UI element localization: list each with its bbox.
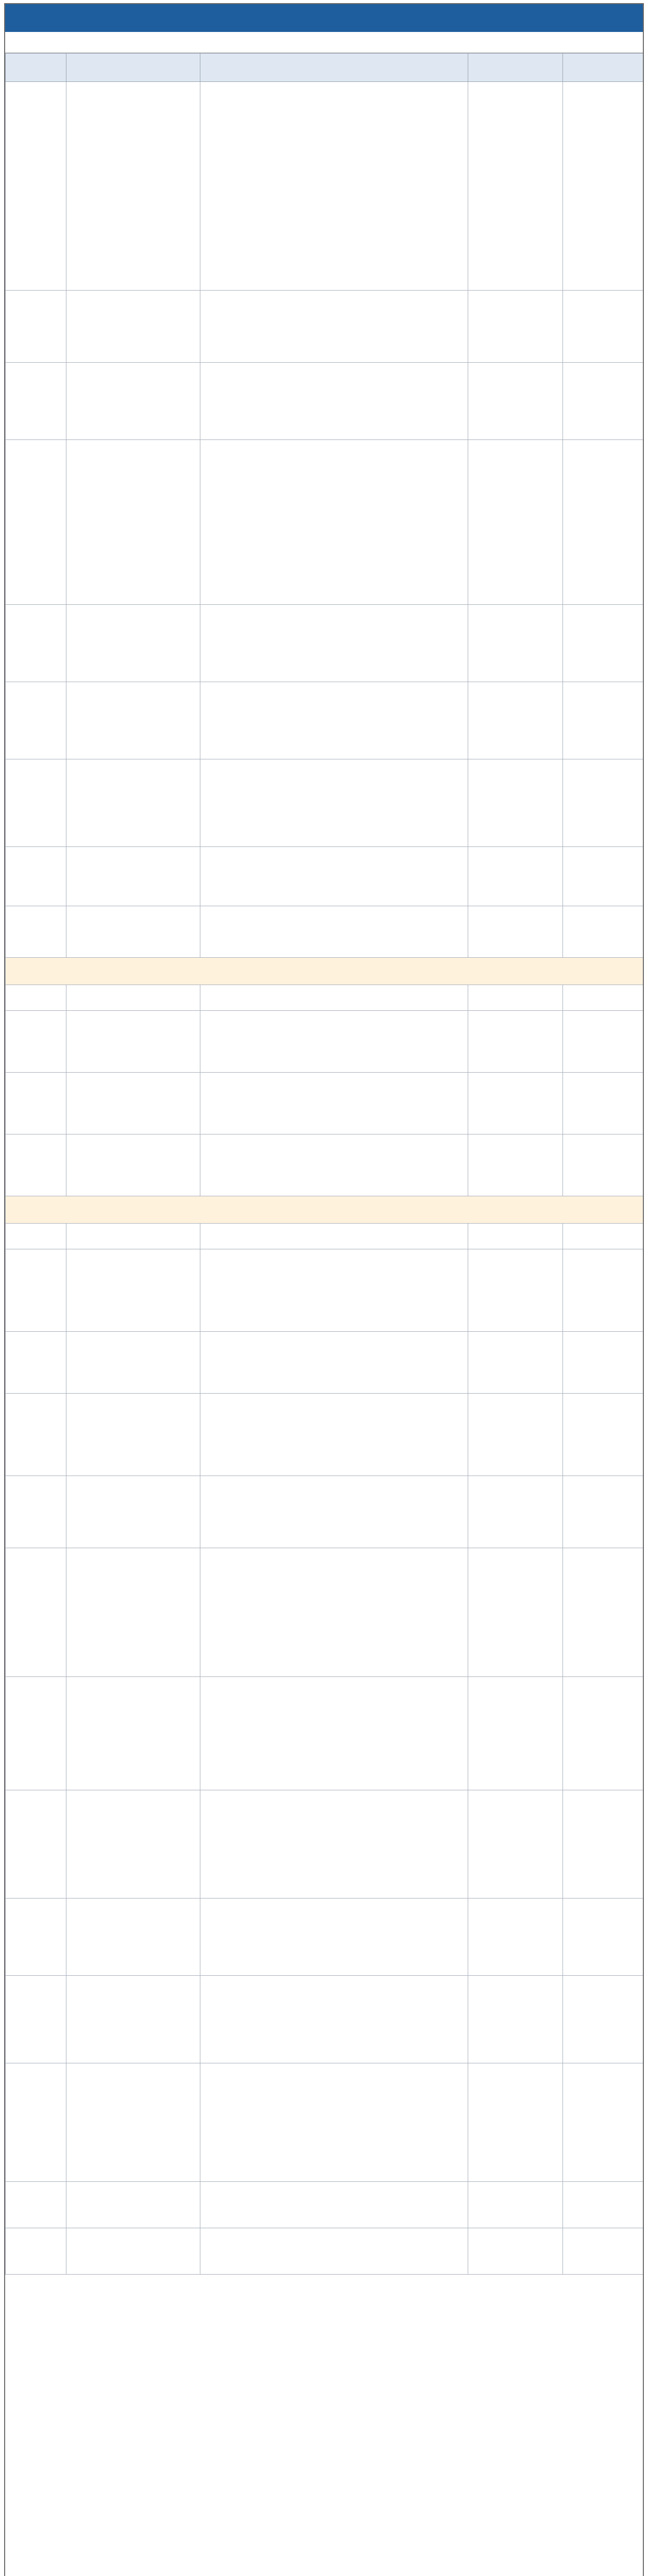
table-cell-region	[6, 799, 66, 807]
table-cell-region	[6, 1840, 66, 1849]
table-cell-policy-name	[66, 872, 200, 880]
table-cell-publish-time	[563, 639, 644, 648]
table-cell-department	[468, 518, 562, 527]
table-cell-policy-points	[200, 1508, 468, 1516]
table-cell-region	[6, 2015, 66, 2024]
table-header-department	[468, 54, 563, 82]
table-cell-department	[468, 1038, 562, 1046]
table-cell-policy-name	[66, 1730, 200, 1738]
table-cell-policy-name	[66, 2119, 200, 2127]
table-cell-publish-time	[563, 928, 644, 936]
table-row	[6, 1073, 644, 1134]
table-cell-policy-points	[200, 799, 468, 807]
table-cell-publish-time	[563, 1608, 644, 1617]
table-cell-publish-time	[563, 518, 644, 527]
table-cell-region	[6, 182, 66, 190]
table-cell-department	[468, 1099, 562, 1108]
table-cell-region	[6, 1099, 66, 1108]
table-row	[6, 291, 644, 363]
table-cell-policy-name	[66, 639, 200, 648]
table-cell-region	[6, 1431, 66, 1439]
table-cell-department	[468, 1359, 562, 1367]
table-cell-department	[468, 1730, 562, 1738]
table-cell-publish-time	[563, 717, 644, 725]
table-cell-policy-points	[200, 928, 468, 936]
table-cell-region	[6, 1359, 66, 1367]
table-cell-publish-time	[563, 2015, 644, 2024]
table-cell-policy-name	[66, 323, 200, 331]
table-cell-region	[6, 2247, 66, 2256]
table-cell-region	[6, 2201, 66, 2209]
table-row	[6, 1332, 644, 1394]
table-cell-policy-name	[66, 994, 200, 1002]
table-cell-policy-points	[200, 1359, 468, 1367]
table-cell-department	[468, 1508, 562, 1516]
table-cell-region	[6, 1286, 66, 1295]
table-cell-policy-points	[200, 1161, 468, 1170]
table-header-region	[6, 54, 66, 82]
table-cell-policy-points	[200, 1286, 468, 1295]
table-cell-department	[468, 2015, 562, 2024]
table-cell-policy-name	[66, 1099, 200, 1108]
table-cell-publish-time	[563, 872, 644, 880]
table-cell-department	[468, 1933, 562, 1941]
table-cell-policy-points	[200, 2119, 468, 2127]
table-cell-policy-name	[66, 1286, 200, 1295]
table-cell-region	[6, 1232, 66, 1241]
policy-announcement-page	[4, 3, 644, 2576]
table-cell-policy-points	[200, 717, 468, 725]
table-cell-policy-points	[200, 323, 468, 331]
table-cell-department	[468, 397, 562, 405]
table-cell-publish-time	[563, 1232, 644, 1241]
table-cell-policy-name	[66, 2015, 200, 2024]
table-cell-publish-time	[563, 1730, 644, 1738]
table-cell-policy-points	[200, 1730, 468, 1738]
table-cell-publish-time	[563, 182, 644, 190]
table-cell-region	[6, 1508, 66, 1516]
table-cell-department	[468, 2201, 562, 2209]
table-cell-policy-name	[66, 1232, 200, 1241]
table-cell-department	[468, 2119, 562, 2127]
table-cell-publish-time	[563, 397, 644, 405]
table-cell-publish-time	[563, 799, 644, 807]
table-cell-department	[468, 1608, 562, 1617]
table-cell-policy-name	[66, 1038, 200, 1046]
table-cell-department	[468, 717, 562, 725]
table-cell-department	[468, 1161, 562, 1170]
section-title	[6, 958, 644, 985]
table-cell-publish-time	[563, 1099, 644, 1108]
table-cell-policy-name	[66, 1359, 200, 1367]
table-cell-region	[6, 994, 66, 1002]
table-cell-policy-name	[66, 928, 200, 936]
table-row	[6, 1899, 644, 1976]
table-cell-policy-points	[200, 1038, 468, 1046]
table-cell-region	[6, 1730, 66, 1738]
table-row	[6, 1134, 644, 1196]
table-cell-policy-points	[200, 2247, 468, 2256]
table-cell-region	[6, 928, 66, 936]
table-cell-policy-points	[200, 518, 468, 527]
table-cell-region	[6, 717, 66, 725]
table-cell-policy-points	[200, 872, 468, 880]
table-cell-department	[468, 182, 562, 190]
table-row	[6, 1249, 644, 1332]
table-cell-policy-name	[66, 799, 200, 807]
source-line	[5, 32, 643, 53]
table-row	[6, 2182, 644, 2228]
table-cell-publish-time	[563, 323, 644, 331]
table-cell-department	[468, 872, 562, 880]
table-row	[6, 2228, 644, 2275]
table-cell-region	[6, 1933, 66, 1941]
table-row	[6, 1394, 644, 1476]
table-cell-policy-points	[200, 1608, 468, 1617]
table-row	[6, 759, 644, 847]
table-row	[6, 682, 644, 759]
table-row	[6, 1976, 644, 2063]
table-row	[6, 1476, 644, 1548]
table-cell-policy-points	[200, 1431, 468, 1439]
policy-table	[5, 53, 644, 2275]
table-cell-publish-time	[563, 1431, 644, 1439]
table-header-row	[6, 54, 644, 82]
table-cell-policy-points	[200, 397, 468, 405]
table-cell-policy-name	[66, 1508, 200, 1516]
table-header-policy-points	[200, 54, 468, 82]
table-cell-department	[468, 639, 562, 648]
table-cell-region	[6, 1608, 66, 1617]
table-cell-policy-name	[66, 397, 200, 405]
table-cell-policy-name	[66, 1840, 200, 1849]
table-cell-publish-time	[563, 1840, 644, 1849]
table-cell-policy-points	[200, 2201, 468, 2209]
table-cell-department	[468, 323, 562, 331]
table-cell-department	[468, 928, 562, 936]
table-cell-region	[6, 2119, 66, 2127]
table-cell-policy-name	[66, 1933, 200, 1941]
table-cell-policy-points	[200, 1232, 468, 1241]
table-cell-publish-time	[563, 2119, 644, 2127]
table-cell-publish-time	[563, 1161, 644, 1170]
table-row	[6, 1548, 644, 1677]
table-cell-department	[468, 799, 562, 807]
table-cell-region	[6, 1038, 66, 1046]
page-title	[5, 4, 643, 32]
table-cell-department	[468, 1431, 562, 1439]
table-row	[6, 363, 644, 440]
table-cell-policy-points	[200, 1933, 468, 1941]
table-cell-policy-name	[66, 1161, 200, 1170]
section-title	[6, 1196, 644, 1223]
table-row	[6, 1011, 644, 1073]
table-cell-policy-points	[200, 1099, 468, 1108]
table-row	[6, 1677, 644, 1790]
table-cell-region	[6, 518, 66, 527]
table-cell-department	[468, 1232, 562, 1241]
table-cell-region	[6, 872, 66, 880]
table-row	[6, 605, 644, 682]
table-cell-department	[468, 1286, 562, 1295]
table-cell-policy-points	[200, 639, 468, 648]
table-cell-policy-name	[66, 1608, 200, 1617]
table-cell-publish-time	[563, 1359, 644, 1367]
table-cell-policy-name	[66, 2201, 200, 2209]
table-cell-publish-time	[563, 2201, 644, 2209]
table-row	[6, 1790, 644, 1899]
table-header-publish-time	[563, 54, 644, 82]
section-header-row	[6, 1196, 644, 1224]
table-cell-policy-points	[200, 994, 468, 1002]
table-cell-policy-name	[66, 1431, 200, 1439]
table-cell-publish-time	[563, 994, 644, 1002]
table-cell-department	[468, 2247, 562, 2256]
table-cell-region	[6, 1161, 66, 1170]
table-cell-policy-points	[200, 182, 468, 190]
table-row	[6, 82, 644, 291]
table-cell-region	[6, 323, 66, 331]
table-header-policy-name	[66, 54, 200, 82]
table-cell-policy-points	[200, 2015, 468, 2024]
table-cell-publish-time	[563, 2247, 644, 2256]
table-cell-policy-points	[200, 1840, 468, 1849]
table-cell-policy-name	[66, 2247, 200, 2256]
table-cell-publish-time	[563, 1286, 644, 1295]
table-cell-publish-time	[563, 1508, 644, 1516]
table-cell-policy-name	[66, 518, 200, 527]
table-cell-publish-time	[563, 1038, 644, 1046]
table-row	[6, 440, 644, 605]
table-cell-publish-time	[563, 1933, 644, 1941]
table-row	[6, 2063, 644, 2182]
table-row	[6, 847, 644, 906]
section-header-row	[6, 958, 644, 985]
table-cell-policy-name	[66, 182, 200, 190]
table-cell-region	[6, 639, 66, 648]
table-cell-department	[468, 994, 562, 1002]
table-row	[6, 906, 644, 958]
table-cell-policy-name	[66, 717, 200, 725]
table-row	[6, 1224, 644, 1249]
table-row	[6, 985, 644, 1011]
table-cell-department	[468, 1840, 562, 1849]
table-cell-region	[6, 397, 66, 405]
